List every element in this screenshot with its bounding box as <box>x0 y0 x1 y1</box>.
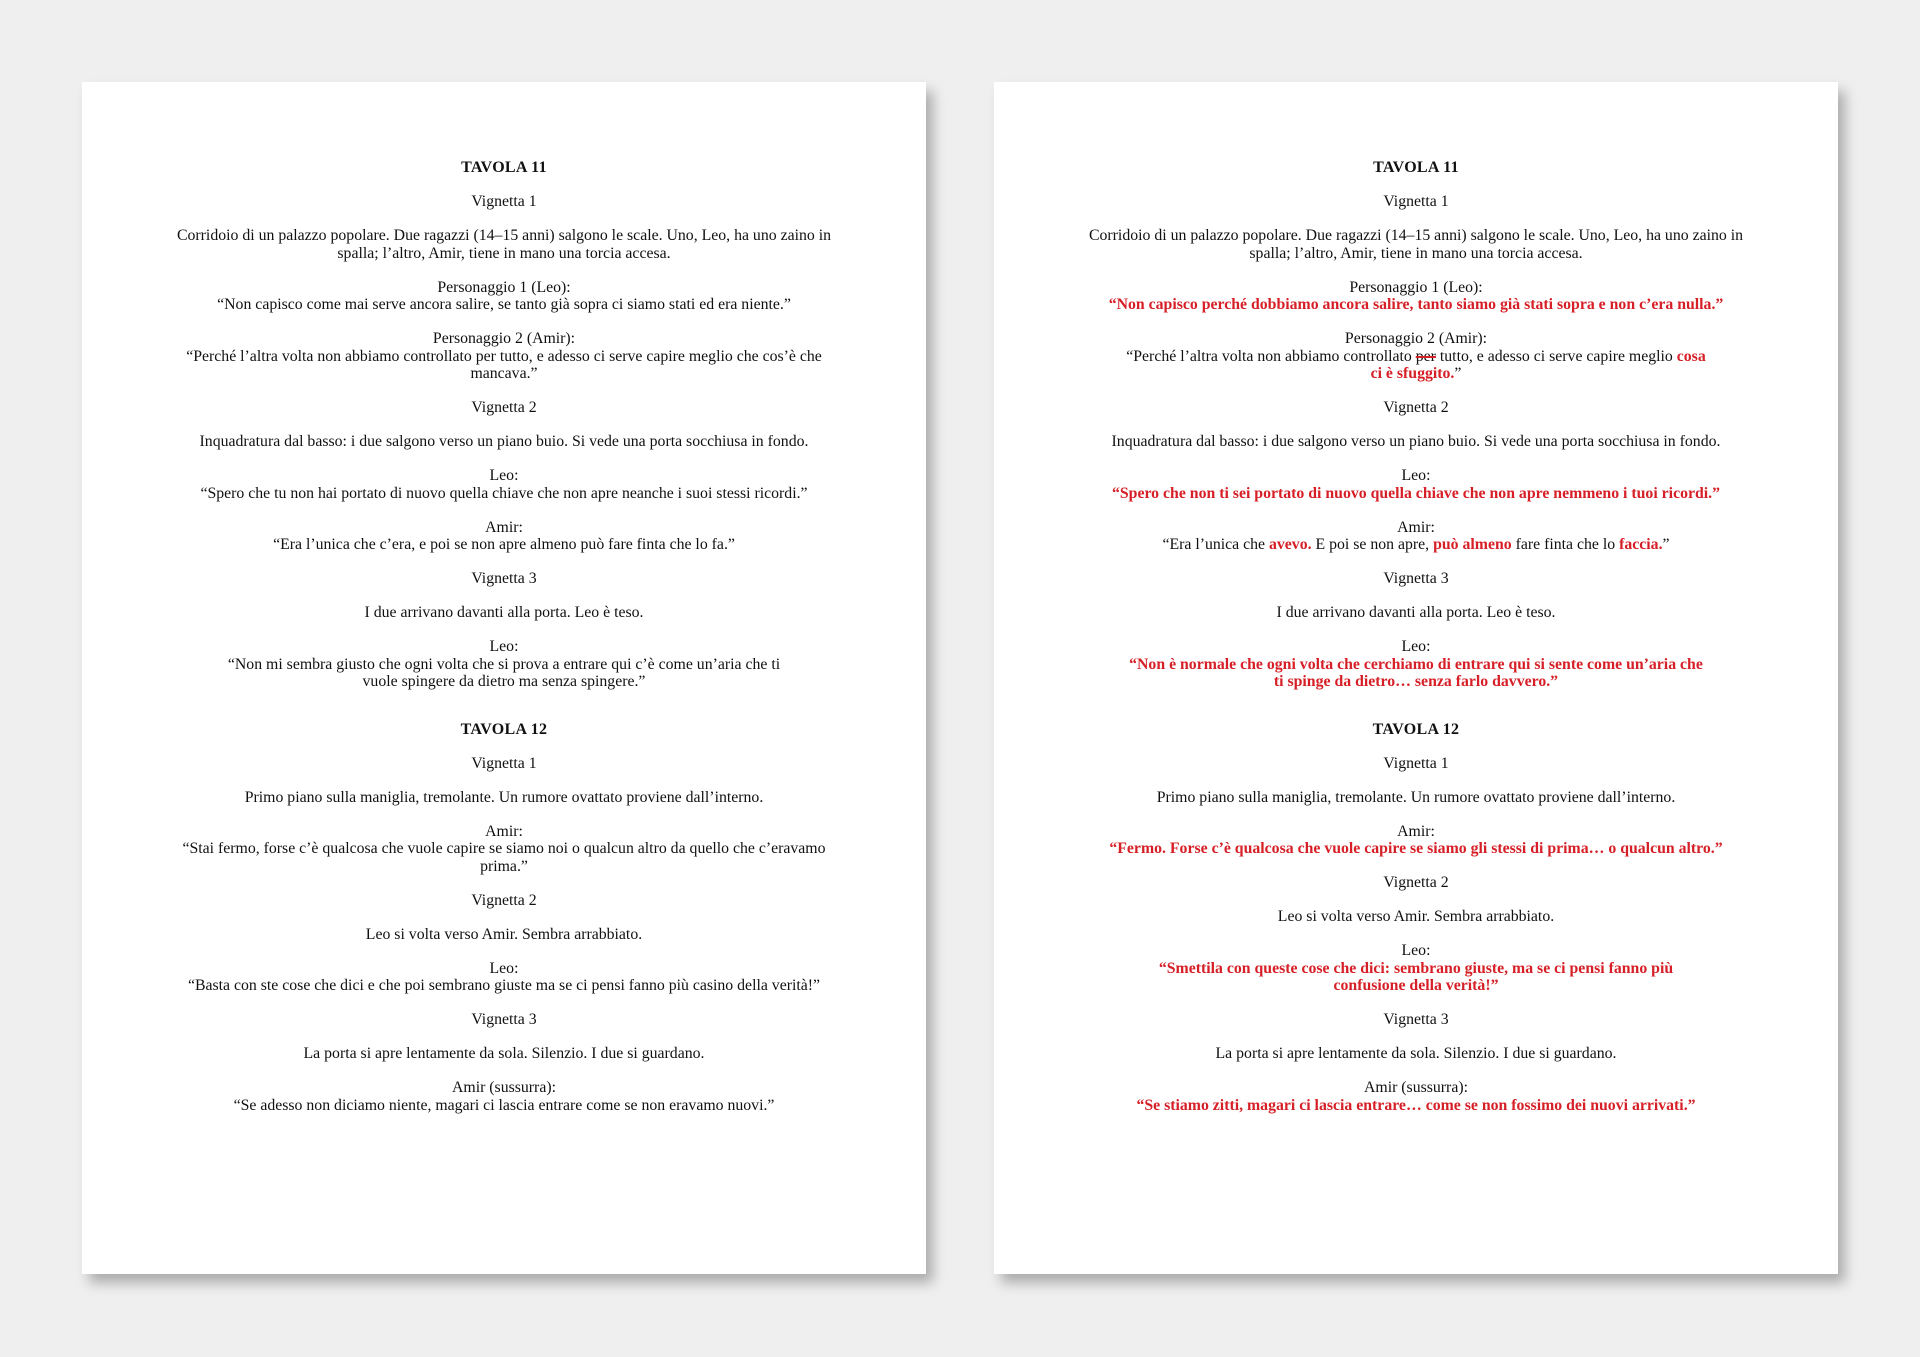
revised-dialogue-line: “Non capisco perché dobbiamo ancora salire, tanto siamo già stati sopra e non c’era nulla.” <box>1108 296 1724 313</box>
speaker-label: Leo: <box>1401 942 1431 959</box>
dialogue-line: “Perché l’altra volta non abbiamo controllato per tutto, e adesso ci serve capire meglio che cos’è che mancava.” <box>186 347 822 382</box>
speaker-label: Amir (sussurra): <box>1364 1079 1468 1096</box>
panel-label: Vignetta 1 <box>1383 193 1449 210</box>
panel-label: Vignetta 3 <box>471 1011 537 1028</box>
panel-label: Vignetta 2 <box>1383 874 1449 891</box>
speaker-label: Amir: <box>1397 518 1435 536</box>
page-heading: TAVOLA 12 <box>460 720 548 738</box>
panel-description: Leo si volta verso Amir. Sembra arrabbiato. <box>1277 908 1555 925</box>
panel-label: Vignetta 2 <box>471 399 537 416</box>
dialogue-line: “Spero che tu non hai portato di nuovo quella chiave che non apre neanche i suoi stessi ricordi.” <box>200 484 808 502</box>
panel-label: Vignetta 1 <box>471 754 537 772</box>
panel-description: Inquadratura dal basso: i due salgono verso un piano buio. Si vede una porta socchiusa in fondo. <box>1111 433 1721 450</box>
speaker-label: Personaggio 1 (Leo): <box>1349 278 1483 296</box>
dialogue-line: “Non capisco come mai serve ancora salire, se tanto già sopra ci siamo stati ed era niente.” <box>217 296 791 313</box>
revised-dialogue-line: “Spero che non ti sei portato di nuovo quella chiave che non apre nemmeno i tuoi ricordi.” <box>1111 484 1721 502</box>
panel-label: Vignetta 3 <box>1383 1011 1449 1028</box>
dialogue-line: “Stai fermo, forse c’è qualcosa che vuole capire se siamo noi o qualcun altro da quello che c’eravamo prima.” <box>182 840 826 875</box>
panel-description: Corridoio di un palazzo popolare. Due ragazzi (14–15 anni) salgono le scale. Uno, Leo, ha uno zaino in spalla; l’altro, Amir, tiene in mano una torcia accesa. <box>176 227 832 262</box>
revised-dialogue-line: “Se stiamo zitti, magari ci lascia entrare… come se non fossimo dei nuovi arrivati.” <box>1136 1096 1696 1114</box>
speaker-label: Amir (sussurra): <box>452 1079 556 1096</box>
page-heading: TAVOLA 11 <box>1373 159 1459 176</box>
panel-description: La porta si apre lentamente da sola. Silenzio. I due si guardano. <box>1215 1045 1617 1062</box>
panel-description: La porta si apre lentamente da sola. Silenzio. I due si guardano. <box>303 1045 705 1062</box>
speaker-label: Amir: <box>485 822 523 840</box>
panel-description: I due arrivano davanti alla porta. Leo è teso. <box>364 604 644 621</box>
original-script-content <box>162 159 846 1114</box>
speaker-label: Leo: <box>1401 467 1431 484</box>
speaker-label: Leo: <box>1401 638 1431 655</box>
speaker-label: Leo: <box>489 467 519 484</box>
dialogue-line: “Non mi sembra giusto che ogni volta che si prova a entrare qui c’è come un’aria che ti vuole spingere da dietro ma senza spingere.” <box>227 655 781 690</box>
revised-script-content <box>1074 159 1758 1114</box>
original-script-page <box>82 82 926 1274</box>
panel-description: Inquadratura dal basso: i due salgono verso un piano buio. Si vede una porta socchiusa in fondo. <box>199 433 809 450</box>
speaker-label: Leo: <box>489 638 519 655</box>
speaker-label: Amir: <box>1397 822 1435 840</box>
speaker-label: Leo: <box>489 959 519 977</box>
panel-description: Leo si volta verso Amir. Sembra arrabbiato. <box>365 925 643 943</box>
panel-description: Corridoio di un palazzo popolare. Due ragazzi (14–15 anni) salgono le scale. Uno, Leo, ha uno zaino in spalla; l’altro, Amir, tiene in mano una torcia accesa. <box>1088 227 1744 262</box>
panel-label: Vignetta 2 <box>1383 399 1449 416</box>
speaker-label: Personaggio 2 (Amir): <box>1344 330 1488 347</box>
panel-label: Vignetta 3 <box>1383 570 1449 587</box>
speaker-label: Personaggio 1 (Leo): <box>437 278 571 296</box>
revised-fragment: può almeno <box>1433 536 1512 553</box>
revised-fragment: faccia. <box>1619 536 1663 553</box>
dialogue-line: “Era l’unica che c’era, e poi se non apre almeno può fare finta che lo fa.” <box>273 536 735 553</box>
revised-script-page <box>994 82 1838 1274</box>
panel-label: Vignetta 2 <box>471 891 537 909</box>
speaker-label: Personaggio 2 (Amir): <box>432 330 576 347</box>
page-heading: TAVOLA 11 <box>461 159 547 176</box>
panel-description: Primo piano sulla maniglia, tremolante. Un rumore ovattato proviene dall’interno. <box>1156 788 1676 806</box>
dialogue-line: “Perché l’altra volta non abbiamo controllato per tutto, e adesso ci serve capire meglio cosa ci è sfuggito.” <box>1126 347 1706 382</box>
page-heading: TAVOLA 12 <box>1372 720 1460 738</box>
dialogue-line: “Era l’unica che avevo. E poi se non apre, può almeno fare finta che lo faccia.” <box>1162 536 1670 553</box>
revised-dialogue-line: “Fermo. Forse c’è qualcosa che vuole capire se siamo gli stessi di prima… o qualcun altro.” <box>1109 840 1723 857</box>
panel-description: I due arrivano davanti alla porta. Leo è teso. <box>1276 604 1556 621</box>
revised-dialogue-line: “Smettila con queste cose che dici: sembrano giuste, ma se ci pensi fanno più confusione della verità!” <box>1158 959 1674 994</box>
speaker-label: Amir: <box>485 518 523 536</box>
revised-dialogue-line: “Non è normale che ogni volta che cerchiamo di entrare qui si sente come un’aria che ti spinge da dietro… senza farlo davvero.” <box>1129 655 1703 690</box>
dialogue-line: “Basta con ste cose che dici e che poi sembrano giuste ma se ci pensi fanno più casino della verità!” <box>187 977 821 994</box>
panel-label: Vignetta 1 <box>1383 754 1449 772</box>
revised-fragment: cosa ci è sfuggito. <box>1370 347 1706 382</box>
dialogue-line: “Se adesso non diciamo niente, magari ci lascia entrare come se non eravamo nuovi.” <box>233 1096 775 1114</box>
panel-label: Vignetta 1 <box>471 193 537 210</box>
revised-fragment: avevo. <box>1269 536 1312 553</box>
panel-description: Primo piano sulla maniglia, tremolante. Un rumore ovattato proviene dall’interno. <box>244 788 764 806</box>
panel-label: Vignetta 3 <box>471 570 537 587</box>
struck-word: per <box>1415 347 1436 365</box>
